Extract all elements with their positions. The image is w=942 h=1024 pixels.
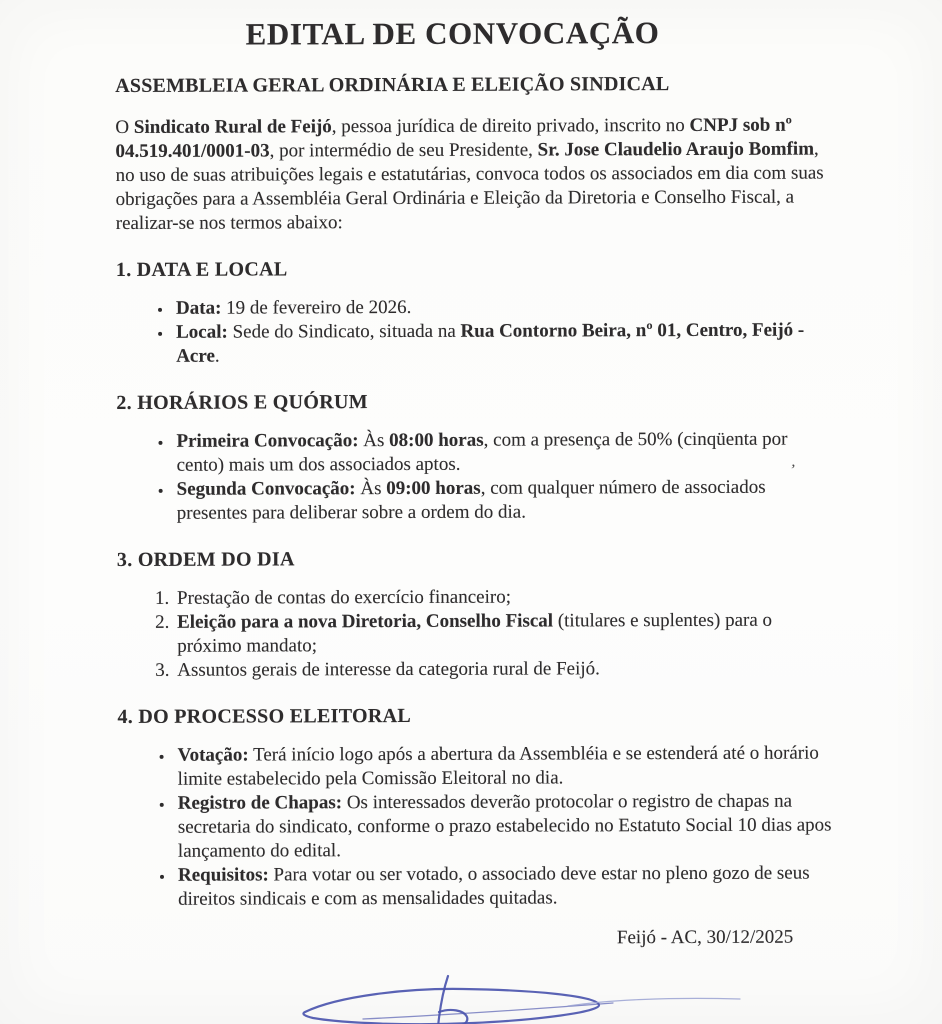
list-item: 1. Prestação de contas do exercício financeiro; (174, 584, 840, 610)
list-item: • Local: Sede do Sindicato, situada na Rua Contorno Beira, nº 01, Centro, Feijó - Acre. (173, 318, 839, 368)
signature-stroke-cross (363, 1003, 613, 1019)
section-heading: 3. ORDEM DO DIA (116, 548, 295, 571)
bullet-list (116, 294, 839, 369)
document-subtitle: ASSEMBLEIA GERAL ORDINÁRIA E ELEIÇÃO SINDICAL (115, 73, 670, 97)
list-item: • Primeira Convocação: Às 08:00 horas, com a presença de 50% (cinqüenta por cento) mais um dos associados aptos. (173, 427, 839, 477)
document-section (117, 545, 840, 683)
signature-ink (268, 968, 758, 1024)
list-item: • Requisitos: Para votar ou ser votado, o associado deve estar no pleno gozo de seus direitos sindicais e com as mensalidades quitadas. (175, 861, 841, 911)
document-section (117, 702, 841, 912)
handwritten-signature (268, 968, 758, 1024)
section-heading: 1. DATA E LOCAL (115, 258, 288, 281)
intro-paragraph: O Sindicato Rural de Feijó, pessoa jurídica de direito privado, inscrito no CNPJ sob nº 04.519.401/0001-03, por intermédio de seu Presidente, Sr. Jose Claudelio Araujo Bomfim, no uso de suas atribuições legais e estatutárias, convoca todos os associados em dia com suas obrigações para a Assembléia Geral Ordinária e Eleição da Diretoria e Conselho Fiscal, a realizar-se nos termos abaixo: (115, 114, 824, 234)
scan-artifact-mark: ’ (789, 461, 797, 480)
section-heading: 4. DO PROCESSO ELEITORAL (117, 704, 412, 728)
signature-stroke-descender (438, 976, 448, 1024)
document-section (116, 255, 839, 369)
document-section (116, 388, 839, 526)
document-content (115, 15, 841, 952)
list-item: • Segunda Convocação: Às 09:00 horas, com qualquer número de associados presentes para deliberar sobre a ordem do dia. (174, 475, 840, 525)
section-heading: 2. HORÁRIOS E QUÓRUM (116, 391, 368, 414)
bullet-list (118, 741, 842, 912)
document-title: EDITAL DE CONVOCAÇÃO (245, 15, 660, 52)
list-item: • Registro de Chapas: Os interessados deverão protocolar o registro de chapas na secretaria do sindicato, conforme o prazo estabelecido no Estatuto Social 10 dias apos lançamento do edital. (175, 789, 841, 863)
list-item: 3. Assuntos gerais de interesse da categoria rural de Feijó. (174, 656, 840, 682)
signature-stroke-hook (439, 1010, 467, 1024)
signature-stroke-tail (568, 998, 740, 1006)
sections-container (116, 255, 841, 912)
list-item: 2. Eleição para a nova Diretoria, Conselho Fiscal (titulares e suplentes) para o próximo mandato; (174, 608, 840, 658)
signature-stroke-loop (303, 989, 599, 1024)
list-item: • Votação: Terá início logo após a abertura da Assembléia e se estenderá até o horário limite estabelecido pela Comissão Eleitoral no dia. (175, 741, 841, 791)
bullet-list (116, 427, 839, 526)
dateline: Feijó - AC, 30/12/2025 (616, 926, 794, 949)
list-item: • Data: 19 de fevereiro de 2026. (173, 294, 839, 320)
numbered-list (117, 584, 840, 683)
